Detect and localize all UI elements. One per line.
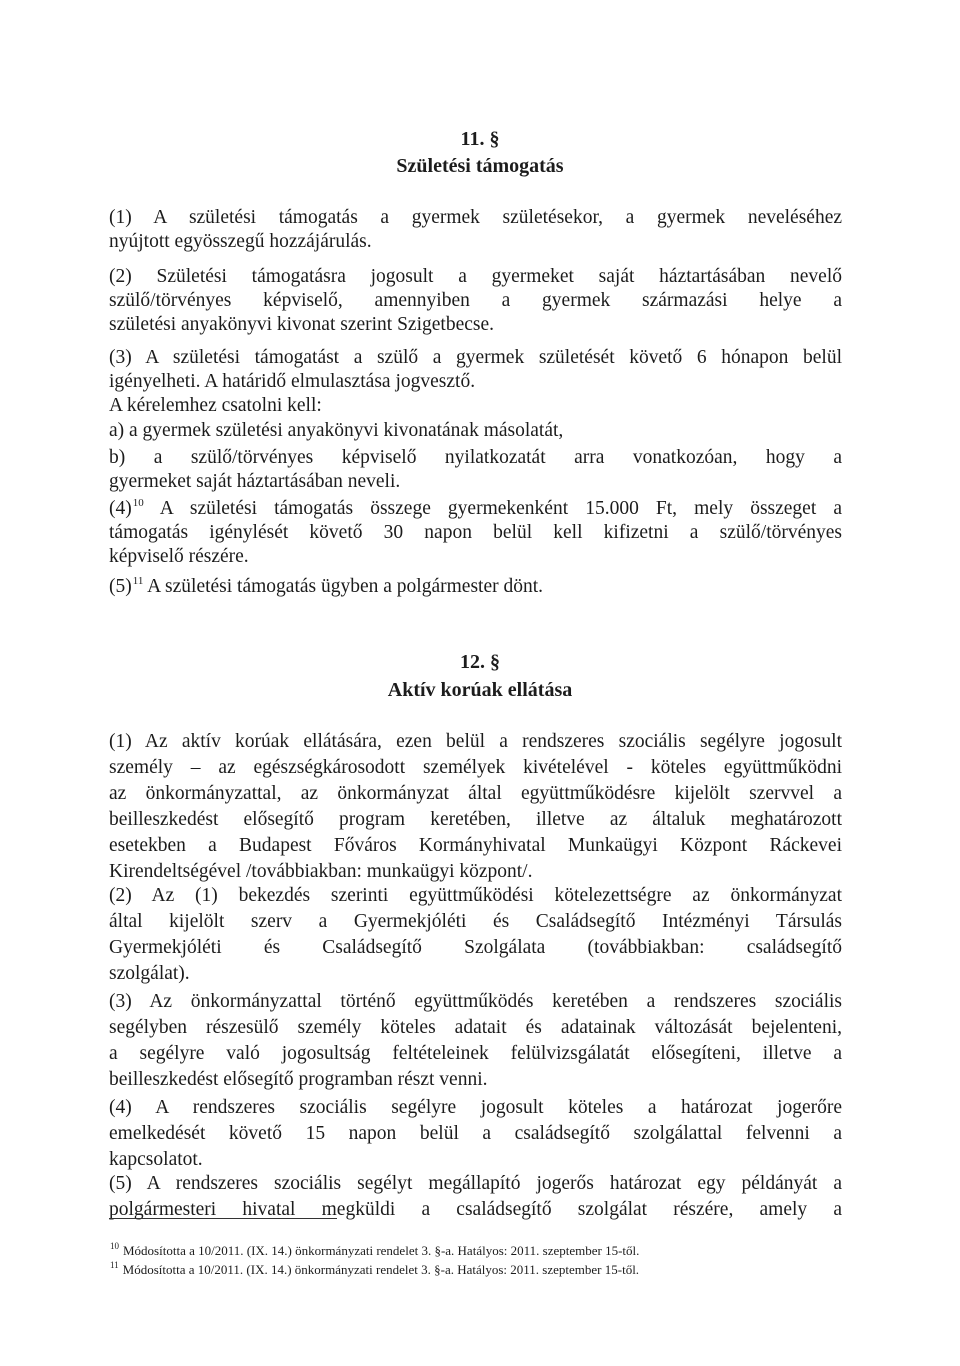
text-line: (3) Az önkormányzattal történő együttműködés keretében a rendszeres szociális [109,991,842,1012]
text-line: Kirendeltségével /továbbiakban: munkaügyi központ/. [109,861,533,882]
text-line: személy – az egészségkárosodott személyek kivételével - köteles együttműködni [109,757,842,778]
footnote-text: Módosította a 10/2011. (IX. 14.) önkormányzati rendelet 3. §-a. Hatályos: 2011. szeptember 15-től. [123,1243,640,1258]
footnote-ref: 10 [132,497,144,509]
footnote [109,1243,639,1260]
text-line: (2) Az (1) bekezdés szerinti együttműködési kötelezettségre az önkormányzat [109,885,842,906]
footnote [109,1262,639,1279]
text-line: szülő/törvényes képviselő, amennyiben a gyermek származási helye a [109,290,842,311]
footnote-separator [109,1218,337,1219]
text-line: képviselő részére. [109,546,249,567]
text-line: (1) A születési támogatás a gyermek születésekor, a gyermek neveléséhez [109,207,842,228]
text-line: az önkormányzattal, az önkormányzat által együttműködésre kijelölt szervvel a [109,783,842,804]
text-line: (5) A rendszeres szociális segélyt megállapító jogerős határozat egy példányát a [109,1173,842,1194]
section-number: 11. § [460,128,500,150]
text-line: nyújtott egyösszegű hozzájárulás. [109,231,372,252]
section-title: Születési támogatás [396,155,564,177]
text-line: A kérelemhez csatolni kell: [109,395,322,416]
text-line: esetekben a Budapest Főváros Kormányhivatal Munkaügyi Központ Ráckevei [109,835,842,856]
section-number: 12. § [460,651,500,673]
paragraph-number: (4) [109,498,132,519]
section-title: Aktív korúak ellátása [387,679,573,701]
text-span: A születési támogatás ügyben a polgármester dönt. [147,576,544,597]
text-line: polgármesteri hivatal megküldi a családsegítő szolgálat részére, amely a [109,1199,842,1220]
text-line: (1) Az aktív korúak ellátására, ezen belül a rendszeres szociális segélyre jogosult [109,731,842,752]
paragraph-number: (5) [109,576,132,597]
text-line: beilleszkedést elősegítő programban részt venni. [109,1069,488,1090]
text-line: igényelheti. A határidő elmulasztása jogvesztő. [109,371,476,392]
text-line: a segélyre való jogosultság feltételeinek felülvizsgálatát elősegíteni, illetve a [109,1043,842,1064]
text-line: szolgálat). [109,963,190,984]
text-line: segélyben részesülő személy köteles adatait és adatainak változását bejelenteni, [109,1017,842,1038]
text-line: Gyermekjóléti és Családsegítő Szolgálata (továbbiakban: családsegítő [109,937,842,958]
text-line: támogatás igénylését követő 30 napon belül kell kifizetni a szülő/törvényes [109,522,842,543]
paragraph-5-line [109,575,842,601]
text-line: által kijelölt szerv a Gyermekjóléti és Családsegítő Intézményi Társulás [109,911,842,932]
text-line: b) a szülő/törvényes képviselő nyilatkozatát arra vonatkozóan, hogy a [109,447,842,468]
footnote-number: 11 [110,1260,119,1270]
footnote-text: Módosította a 10/2011. (IX. 14.) önkormányzati rendelet 3. §-a. Hatályos: 2011. szeptember 15-től. [122,1262,640,1277]
text-line: kapcsolatot. [109,1149,203,1170]
text-line: a) a gyermek születési anyakönyvi kivonatának másolatát, [109,420,564,441]
footnote-ref: 11 [132,575,144,587]
text-line: születési anyakönyvi kivonat szerint Szigetbecse. [109,314,495,335]
text-line: (3) A születési támogatást a szülő a gyermek születését követő 6 hónapon belül [109,347,842,368]
text-line: (4) A rendszeres szociális segélyre jogosult köteles a határozat jogerőre [109,1097,842,1118]
text-line: (2) Születési támogatásra jogosult a gyermeket saját háztartásában nevelő [109,266,842,287]
footnote-number: 10 [110,1241,119,1251]
text-span: A születési támogatás összege gyermekenként 15.000 Ft, mely összeget a [159,498,842,519]
text-line: gyermeket saját háztartásában neveli. [109,471,401,492]
text-line: emelkedését követő 15 napon belül a családsegítő szolgálattal felvenni a [109,1123,842,1144]
text-line: beilleszkedést elősegítő program keretében, illetve az általuk meghatározott [109,809,842,830]
paragraph-4-line [109,497,842,523]
